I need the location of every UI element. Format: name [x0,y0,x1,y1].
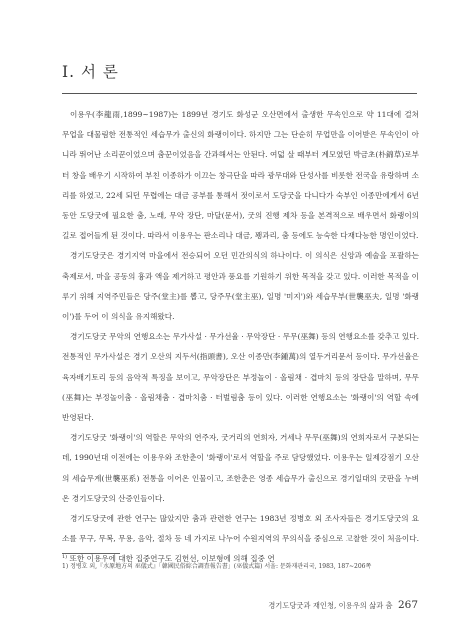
paragraph-3: 경기도당굿 무악의 연행요소는 무가사설 · 무가선율 · 무악장단 · 무무(巫舞) 등의 연행요소를 갖추고 있다. 전통적인 무가사설은 경기 오산의 지두서(指頭書), 오산 이종만(李鍾萬)의 열두거리문서 등이다. 무가선율은 육자배기토리 등의 음악적 특징을 보이고, 무악장단은 부정놀이 · 올림채 · 겹마치 등의 장단을 말하며, 무무(巫舞)는 부정놀이춤 · 올림채춤 · 겹마치춤 · 터벌림춤 등이 있다. 이러한 연행요소는 '화랭이'의 역할 속에 반영된다. [62,332,419,423]
paragraph-1: 이용우(李龍雨,1899~1987)는 1899년 경기도 화성군 오산면에서 출생한 무속인으로 약 11대에 걸쳐 무업을 대물림한 전통적인 세습무가 출신의 화랭이이다. 하지만 그는 단순히 무업만을 이어받은 무속인이 아니라 뛰어난 소리꾼이었으며 춤꾼이었음을 간과해서는 안된다. 여덟 살 때부터 계모였던 박금초(朴錦草)로부터 창을 배우기 시작하여 부친 이종하가 이끄는 창극단을 따라 광무대와 단성사를 비롯한 전국을 유랑하며 소리를 하였고, 22세 되던 무렵에는 대금 공부를 통해서 젓이로서 도당굿을 다니다가 숙부인 이종만에게서 6년 동안 도당굿에 필요한 춤, 노래, 무악 장단, 마달(문서), 굿의 진행 제차 등을 본격적으로 배우면서 화랭이의 길로 접어들게 된 것이다. 따라서 이용우는 판소리나 대금, 꽹과리, 춤 등에도 능숙한 다재다능한 명인이었다. [62,110,419,241]
footnote-reference[interactable]: 1) [62,554,68,561]
section-title: Ⅰ. 서 론 [62,63,119,81]
paragraph-5-text: 경기도당굿에 관한 연구는 많았지만 춤과 관련한 연구는 1983년 정병호 외 조사자들은 경기도당굿의 요소를 무구, 무복, 무용, 음악, 절차 등 네 가지로 나누어 수원지역의 무의식을 중심으로 고찰한 것이 처음이다. [62,514,419,544]
paragraph-2: 경기도당굿은 경기지역 마을에서 전승되어 오던 민간의식의 하나이다. 이 의식은 신앙과 예술을 포괄하는 축제로서, 마을 공동의 흉과 액을 제거하고 평안과 풍요를 기원하기 위한 목적을 갖고 있다. 이러한 목적을 이루기 위해 지역주민들은 당주(堂主)를 뽑고, 당주무(堂主巫), 일명 '미지')와 세습무부(世襲巫夫, 일명 '화랭이')를 두어 이 의식을 유지해왔다. [62,251,419,322]
title-rule [62,93,417,94]
page-footer [268,599,418,611]
paragraph-4: 경기도당굿 '화랭이'의 역할은 무악의 연주자, 굿거리의 연희자, 거세나 무무(巫舞)의 연희자로서 구분되는데, 1990년대 이전에는 이용우와 조한춘이 '화랭이'로서 역할을 주로 담당했었다. 이용우는 일제강점기 오산의 세습무계(世襲巫系) 전통을 이어온 인물이고, 조한춘은 영종 세습무가 출신으로 경기일대의 굿판을 누벼 온 경기도당굿의 산증인들이다. [62,433,419,503]
running-head: 경기도당굿과 재인청, 이용우의 삶과 춤 [268,601,393,610]
footnote: 1) 정병호 외,『水原地方의 巫儀式』「韓國民俗綜合調査報告書」(巫儀式篇) 서울: 문화재관리국, 1983, 187~206쪽 [62,563,372,570]
body-text [62,105,419,570]
paragraph-5-tail: 또한 이용우에 대한 집중연구도 김헌선, 이보형에 의해 집중 연 [67,554,275,564]
footnote-rule [62,553,120,554]
page-number: 267 [397,599,418,611]
